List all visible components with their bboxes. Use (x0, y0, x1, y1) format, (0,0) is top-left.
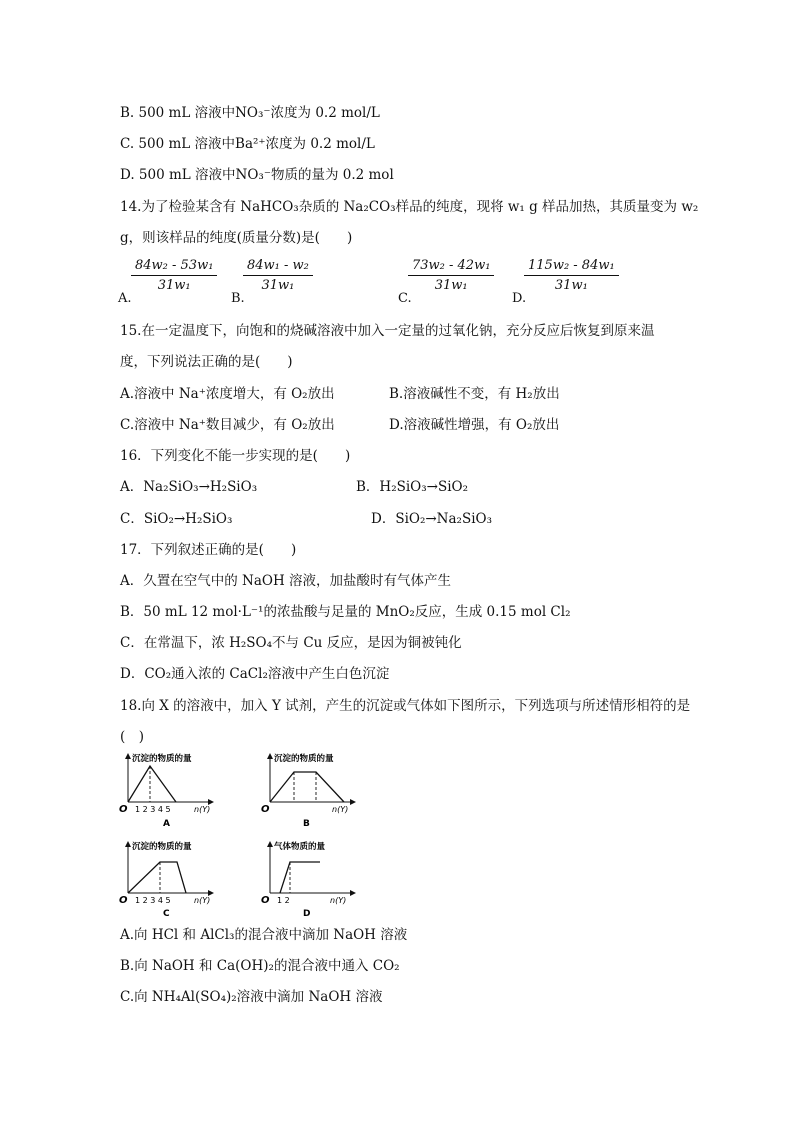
option-b-q13: B. 500 mL 溶液中NO₃⁻浓度为 0.2 mol/L (120, 105, 380, 121)
graph-b-origin: O (261, 804, 270, 815)
fraction-denominator: 31w₁ (554, 278, 588, 293)
graph-c-origin: O (119, 895, 128, 906)
q17-option-d: D．CO₂通入浓的 CaCl₂溶液中产生白色沉淀 (120, 666, 390, 682)
graph-a-xticks: 1 2 3 4 5 (135, 805, 171, 814)
graph-a-xlabel: n(Y) (194, 805, 211, 814)
q16-option-c: C．SiO₂→H₂SiO₃ (120, 511, 233, 527)
fraction-numerator: 73w₂ - 42w₁ (408, 258, 494, 276)
graph-c-xlabel: n(Y) (194, 896, 211, 905)
q18-option-c: C.向 NH₄Al(SO₄)₂溶液中滴加 NaOH 溶液 (120, 989, 383, 1005)
fraction-denominator: 31w₁ (434, 278, 468, 293)
q14-option-c-fraction (408, 258, 494, 293)
q17-option-a: A．久置在空气中的 NaOH 溶液，加盐酸时有气体产生 (120, 573, 452, 589)
graph-a-caption: A (163, 819, 170, 829)
graph-d-curve (280, 862, 320, 893)
fraction-numerator: 115w₂ - 84w₁ (524, 258, 619, 276)
graph-d-xticks: 1 2 (277, 896, 290, 905)
q17-option-b: B．50 mL 12 mol·L⁻¹的浓盐酸与足量的 MnO₂反应，生成 0.15 mol Cl₂ (120, 604, 571, 620)
question-15-line1: 15.在一定温度下，向饱和的烧碱溶液中加入一定量的过氧化钠，充分反应后恢复到原来温 (120, 323, 655, 339)
question-18-line2: ( ) (120, 729, 145, 745)
q18-option-b: B.向 NaOH 和 Ca(OH)₂的混合液中通入 CO₂ (120, 958, 400, 974)
question-17: 17．下列叙述正确的是( ) (120, 542, 297, 558)
graph-d-xlabel: n(Y) (330, 896, 347, 905)
q14-option-d-letter: D. (512, 291, 527, 306)
graph-b-ylabel: 沉淀的物质的量 (274, 754, 334, 764)
graph-d-caption: D (303, 909, 311, 919)
q14-option-a-fraction (131, 258, 217, 293)
fraction-numerator: 84w₁ - w₂ (243, 258, 313, 276)
question-15-line2: 度，下列说法正确的是( ) (120, 354, 293, 370)
graph-b-caption: B (303, 819, 310, 829)
q14-option-b-letter: B. (231, 291, 245, 306)
graph-c-curve (128, 862, 186, 893)
option-c-q13: C. 500 mL 溶液中Ba²⁺浓度为 0.2 mol/L (120, 136, 375, 152)
option-d-q13: D. 500 mL 溶液中NO₃⁻物质的量为 0.2 mol (120, 167, 394, 183)
graph-a-origin: O (119, 804, 128, 815)
q14-option-a-letter: A. (118, 291, 132, 306)
fraction-denominator: 31w₁ (157, 278, 191, 293)
graph-b-curve (270, 772, 344, 802)
question-14-line2: g，则该样品的纯度(质量分数)是( ) (120, 230, 353, 246)
graph-c-xticks: 1 2 3 4 5 (135, 896, 171, 905)
graph-a (116, 750, 216, 830)
graph-d-ylabel: 气体物质的量 (274, 842, 326, 852)
graph-c-caption: C (163, 909, 170, 919)
q18-option-a: A.向 HCl 和 AlCl₃的混合液中滴加 NaOH 溶液 (120, 927, 408, 943)
q14-option-d-fraction (524, 258, 619, 293)
q15-option-a: A.溶液中 Na⁺浓度增大，有 O₂放出 (120, 386, 335, 402)
q14-option-c-letter: C. (398, 291, 412, 306)
graph-a-ylabel: 沉淀的物质的量 (132, 754, 192, 764)
q16-option-b: B．H₂SiO₃→SiO₂ (356, 479, 469, 495)
graph-a-curve (128, 766, 176, 802)
q16-option-d: D．SiO₂→Na₂SiO₃ (371, 511, 492, 527)
q16-option-a: A．Na₂SiO₃→H₂SiO₃ (120, 479, 258, 495)
q15-option-c: C.溶液中 Na⁺数目减少，有 O₂放出 (120, 417, 335, 433)
fraction-denominator: 31w₁ (261, 278, 295, 293)
question-16: 16．下列变化不能一步实现的是( ) (120, 448, 351, 464)
graph-d (258, 838, 358, 920)
graph-c-ylabel: 沉淀的物质的量 (132, 842, 192, 852)
graph-b-xlabel: n(Y) (332, 805, 349, 814)
q15-option-d: D.溶液碱性增强，有 O₂放出 (389, 417, 560, 433)
question-18-line1: 18.向 X 的溶液中，加入 Y 试剂，产生的沉淀或气体如下图所示，下列选项与所述情形相符的是 (120, 698, 691, 714)
graph-c (116, 838, 216, 920)
q15-option-b: B.溶液碱性不变，有 H₂放出 (389, 386, 560, 402)
q14-option-b-fraction (243, 258, 313, 293)
question-14-line1: 14.为了检验某含有 NaHCO₃杂质的 Na₂CO₃样品的纯度，现将 w₁ g 样品加热，其质量变为 w₂ (120, 199, 699, 215)
graph-d-origin: O (261, 895, 270, 906)
graph-b (258, 750, 358, 830)
fraction-numerator: 84w₂ - 53w₁ (131, 258, 217, 276)
q17-option-c: C．在常温下，浓 H₂SO₄不与 Cu 反应，是因为铜被钝化 (120, 635, 462, 651)
